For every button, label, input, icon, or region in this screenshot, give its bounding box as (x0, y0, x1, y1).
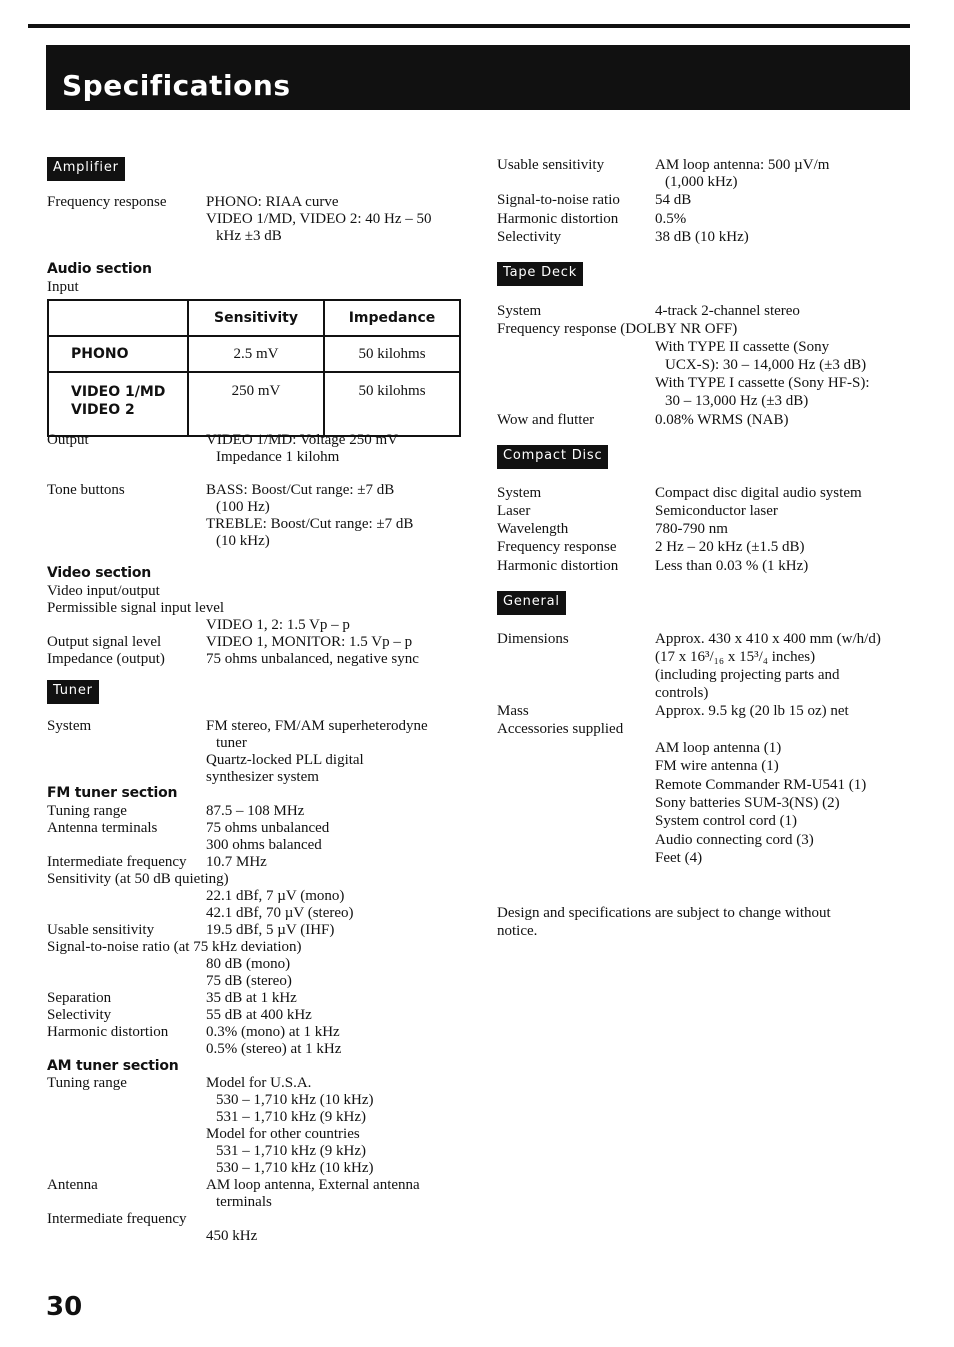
compact-disc-tag: Compact Disc (497, 445, 608, 469)
dimensions-value-2: (17 x 16³/₁₆ x 15³/₄ inches) (655, 649, 816, 665)
accessory-item: Remote Commander RM-U541 (1) (655, 777, 867, 793)
tone-value-2: (100 Hz) (216, 499, 270, 515)
antenna-terminals-value-2: 300 ohms balanced (206, 837, 322, 853)
tuner-system-value-2: tuner (216, 735, 247, 751)
top-rule (28, 24, 910, 28)
am-tuning-value-5: 531 – 1,710 kHz (9 kHz) (216, 1143, 366, 1159)
if-value: 10.7 MHz (206, 854, 267, 870)
cd-value-system: Compact disc digital audio system (655, 485, 862, 501)
video-section-heading: Video section (47, 565, 151, 581)
dimensions-value-1: Approx. 430 x 410 x 400 mm (w/h/d) (655, 631, 881, 647)
fm-harmonic-label: Harmonic distortion (47, 1024, 169, 1040)
input-label: Input (47, 279, 79, 295)
am-tuning-value-1: Model for U.S.A. (206, 1075, 312, 1091)
am-harmonic-label: Harmonic distortion (497, 211, 619, 227)
video-io-label: Video input/output (47, 583, 160, 599)
am-usable-value-1: AM loop antenna: 500 µV/m (655, 157, 830, 173)
accessory-item: Sony batteries SUM-3(NS) (2) (655, 795, 840, 811)
fm-selectivity-value: 55 dB at 400 kHz (206, 1007, 312, 1023)
am-if-value: 450 kHz (206, 1228, 258, 1244)
cd-label-laser: Laser (497, 503, 531, 519)
output-value-2: Impedance 1 kilohm (216, 449, 340, 465)
amp-freq-value-3: kHz ±3 dB (216, 228, 282, 244)
table-header-impedance: Impedance (324, 300, 460, 336)
tuner-system-value-1: FM stereo, FM/AM superheterodyne (206, 718, 428, 734)
table-row-name (48, 336, 188, 372)
tape-system-label: System (497, 303, 542, 319)
am-selectivity-value: 38 dB (10 kHz) (655, 229, 749, 245)
cd-label-frequency: Frequency response (497, 539, 617, 555)
fm-selectivity-label: Selectivity (47, 1007, 112, 1023)
wow-value: 0.08% WRMS (NAB) (655, 412, 789, 428)
input-table (47, 299, 461, 437)
am-usable-label: Usable sensitivity (497, 157, 605, 173)
title-banner (46, 45, 910, 110)
permissible-label: Permissible signal input level (47, 600, 225, 616)
tape-freq-value-2: UCX-S): 30 – 14,000 Hz (±3 dB) (665, 357, 867, 373)
fm-usable-label: Usable sensitivity (47, 922, 155, 938)
antenna-terminals-value-1: 75 ohms unbalanced (206, 820, 330, 836)
table-row (48, 372, 460, 436)
antenna-value-2: terminals (216, 1194, 272, 1210)
accessory-item: Feet (4) (655, 850, 703, 866)
table-header-sensitivity: Sensitivity (188, 300, 324, 336)
am-tuning-value-6: 530 – 1,710 kHz (10 kHz) (216, 1160, 374, 1176)
fm-usable-value: 19.5 dBf, 5 µV (IHF) (206, 922, 335, 938)
tone-value-3: TREBLE: Boost/Cut range: ±7 dB (206, 516, 414, 532)
row-name-line: PHONO (71, 346, 129, 362)
sensitivity-value-1: 22.1 dBf, 7 µV (mono) (206, 888, 345, 904)
output-value-1: VIDEO 1/MD: Voltage 250 mV (206, 432, 398, 448)
row-name-line: VIDEO 1/MD (71, 384, 166, 400)
tape-freq-label: Frequency response (DOLBY NR OFF) (497, 321, 738, 337)
am-harmonic-value: 0.5% (655, 211, 687, 227)
output-signal-label: Output signal level (47, 634, 162, 650)
row-name-line: VIDEO 2 (71, 402, 135, 418)
accessory-item: FM wire antenna (1) (655, 758, 779, 774)
separation-value: 35 dB at 1 kHz (206, 990, 297, 1006)
tape-system-value: 4-track 2-channel stereo (655, 303, 800, 319)
cd-value-frequency: 2 Hz – 20 kHz (±1.5 dB) (655, 539, 805, 555)
fm-harmonic-value-1: 0.3% (mono) at 1 kHz (206, 1024, 340, 1040)
sensitivity-value-2: 42.1 dBf, 70 µV (stereo) (206, 905, 354, 921)
cd-value-harmonic: Less than 0.03 % (1 kHz) (655, 558, 809, 574)
fm-tuner-heading: FM tuner section (47, 785, 178, 801)
mass-value: Approx. 9.5 kg (20 lb 15 oz) net (655, 703, 849, 719)
dimensions-value-4: controls) (655, 685, 709, 701)
am-tuner-heading: AM tuner section (47, 1058, 179, 1074)
tuner-tag: Tuner (47, 680, 99, 704)
tone-label: Tone buttons (47, 482, 125, 498)
notice-line-2: notice. (497, 923, 538, 939)
accessory-item: Audio connecting cord (3) (655, 832, 814, 848)
table-cell-impedance: 50 kilohms (324, 336, 460, 372)
permissible-value: VIDEO 1, 2: 1.5 Vp – p (206, 617, 350, 633)
am-tuning-value-2: 530 – 1,710 kHz (10 kHz) (216, 1092, 374, 1108)
fm-tuning-label: Tuning range (47, 803, 127, 819)
tuner-system-value-4: synthesizer system (206, 769, 319, 785)
fm-tuning-value: 87.5 – 108 MHz (206, 803, 305, 819)
dimensions-value-3: (including projecting parts and (655, 667, 840, 683)
table-cell-sensitivity: 2.5 mV (188, 336, 324, 372)
tone-value-4: (10 kHz) (216, 533, 270, 549)
cd-value-wavelength: 780-790 nm (655, 521, 728, 537)
page-number: 30 (46, 1292, 83, 1322)
amp-freq-value-2: VIDEO 1/MD, VIDEO 2: 40 Hz – 50 (206, 211, 432, 227)
table-cell-sensitivity: 250 mV (188, 372, 324, 436)
cd-label-wavelength: Wavelength (497, 521, 569, 537)
tape-freq-value-3: With TYPE I cassette (Sony HF-S): (655, 375, 870, 391)
fm-snr-value-2: 75 dB (stereo) (206, 973, 292, 989)
tape-deck-tag: Tape Deck (497, 262, 583, 286)
wow-label: Wow and flutter (497, 412, 595, 428)
cd-value-laser: Semiconductor laser (655, 503, 778, 519)
output-signal-value: VIDEO 1, MONITOR: 1.5 Vp – p (206, 634, 413, 650)
impedance-output-value: 75 ohms unbalanced, negative sync (206, 651, 419, 667)
separation-label: Separation (47, 990, 112, 1006)
output-label: Output (47, 432, 89, 448)
accessories-label: Accessories supplied (497, 721, 624, 737)
notice-line-1: Design and specifications are subject to change without (497, 905, 831, 921)
amp-freq-label: Frequency response (47, 194, 167, 210)
tuner-system-label: System (47, 718, 92, 734)
am-snr-value: 54 dB (655, 192, 692, 208)
am-usable-value-2: (1,000 kHz) (665, 174, 738, 190)
am-tuning-value-3: 531 – 1,710 kHz (9 kHz) (216, 1109, 366, 1125)
tape-freq-value-4: 30 – 13,000 Hz (±3 dB) (665, 393, 809, 409)
accessory-item: System control cord (1) (655, 813, 798, 829)
cd-label-harmonic: Harmonic distortion (497, 558, 619, 574)
am-selectivity-label: Selectivity (497, 229, 562, 245)
sensitivity-label: Sensitivity (at 50 dB quieting) (47, 871, 229, 887)
tone-value-1: BASS: Boost/Cut range: ±7 dB (206, 482, 395, 498)
mass-label: Mass (497, 703, 529, 719)
accessory-item: AM loop antenna (1) (655, 740, 782, 756)
dimensions-label: Dimensions (497, 631, 569, 647)
am-snr-label: Signal-to-noise ratio (497, 192, 620, 208)
input-table-header (48, 300, 460, 336)
fm-harmonic-value-2: 0.5% (stereo) at 1 kHz (206, 1041, 342, 1057)
fm-snr-value-1: 80 dB (mono) (206, 956, 291, 972)
antenna-value-1: AM loop antenna, External antenna (206, 1177, 420, 1193)
general-tag: General (497, 591, 566, 615)
antenna-label: Antenna (47, 1177, 98, 1193)
amp-freq-value-1: PHONO: RIAA curve (206, 194, 339, 210)
am-tuning-label: Tuning range (47, 1075, 127, 1091)
table-row-name (48, 372, 188, 436)
tape-freq-value-1: With TYPE II cassette (Sony (655, 339, 830, 355)
impedance-output-label: Impedance (output) (47, 651, 165, 667)
cd-label-system: System (497, 485, 542, 501)
table-row (48, 336, 460, 372)
antenna-terminals-label: Antenna terminals (47, 820, 158, 836)
table-header-blank (48, 300, 188, 336)
if-label: Intermediate frequency (47, 854, 187, 870)
table-cell-impedance: 50 kilohms (324, 372, 460, 436)
amplifier-tag: Amplifier (47, 157, 125, 181)
audio-section-heading: Audio section (47, 261, 152, 277)
fm-snr-label: Signal-to-noise ratio (at 75 kHz deviation) (47, 939, 302, 955)
tuner-system-value-3: Quartz-locked PLL digital (206, 752, 364, 768)
am-if-label: Intermediate frequency (47, 1211, 187, 1227)
page-title: Specifications (62, 69, 291, 102)
am-tuning-value-4: Model for other countries (206, 1126, 360, 1142)
